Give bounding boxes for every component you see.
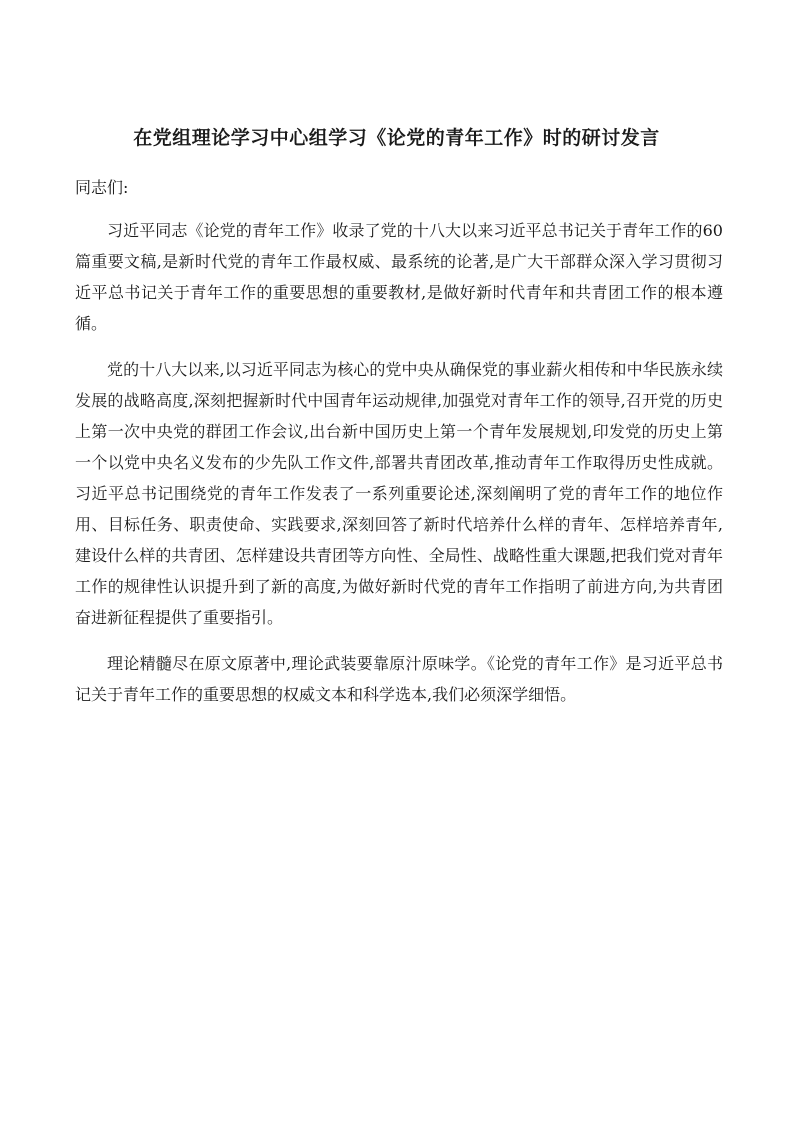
paragraph-1: 习近平同志《论党的青年工作》收录了党的十八大以来习近平总书记关于青年工作的60篇重要文稿,是新时代党的青年工作最权威、最系统的论著,是广大干部群众深入学习贯彻习近平总书记关于青年工作的重要思想的重要教材,是做好新时代青年和共青团工作的根本遵循。 bbox=[75, 221, 723, 333]
document-title: 在党组理论学习中心组学习《论党的青年工作》时的研讨发言 bbox=[133, 127, 660, 149]
paragraph-2: 党的十八大以来,以习近平同志为核心的党中央从确保党的事业薪火相传和中华民族永续发展的战略高度,深刻把握新时代中国青年运动规律,加强党对青年工作的领导,召开党的历史上第一次中央党的群团工作会议,出台新中国历史上第一个青年发展规划,印发党的历史上第一个以党中央名义发布的少先队工作文件,部署共青团改革,推动青年工作取得历史性成就。习近平总书记围绕党的青年工作发表了一系列重要论述,深刻阐明了党的青年工作的地位作用、目标任务、职责使命、实践要求,深刻回答了新时代培养什么样的青年、怎样培养青年,建设什么样的共青团、怎样建设共青团等方向性、全局性、战略性重大课题,把我们党对青年工作的规律性认识提升到了新的高度,为做好新时代党的青年工作指明了前进方向,为共青团奋进新征程提供了重要指引。 bbox=[75, 360, 723, 627]
paragraph-3: 理论精髓尽在原文原著中,理论武装要靠原汁原味学。《论党的青年工作》是习近平总书记关于青年工作的重要思想的权威文本和科学选本,我们必须深学细悟。 bbox=[75, 654, 723, 704]
document-body bbox=[75, 172, 723, 725]
greeting: 同志们: bbox=[75, 178, 129, 197]
